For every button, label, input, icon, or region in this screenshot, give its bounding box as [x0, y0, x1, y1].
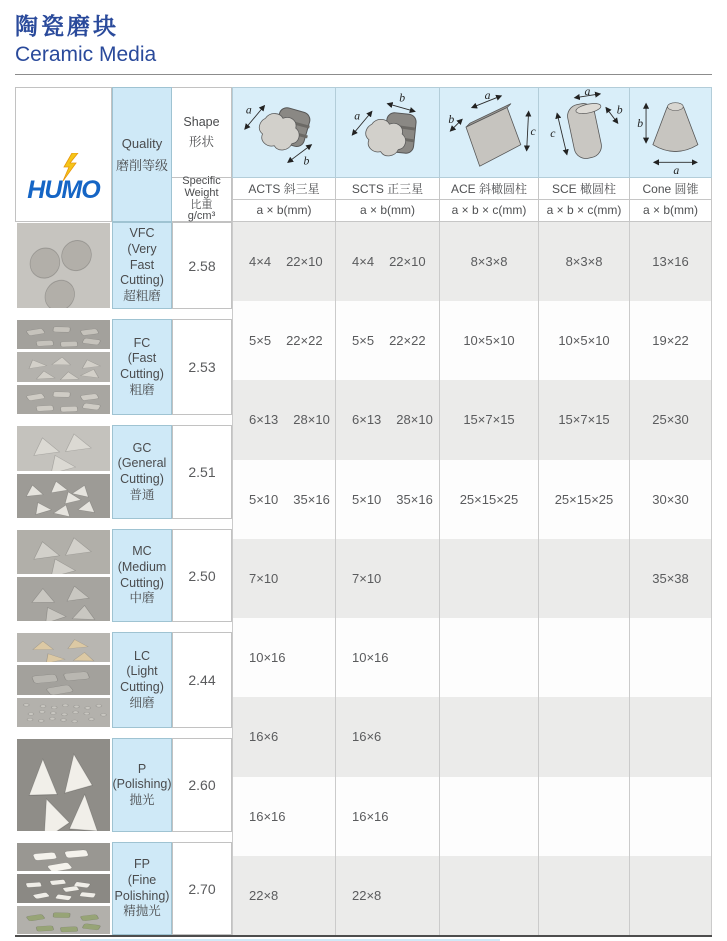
quality-row-gc [15, 425, 232, 519]
size-cell-acts: 5×10 35×16 [232, 460, 336, 539]
column-header-ace: ACE 斜橄圆柱 [440, 178, 539, 200]
shape-weight-header [172, 87, 232, 222]
specific-weight-value: 2.70 [172, 842, 232, 935]
dims-header-ace: a × b × c(mm) [440, 200, 539, 222]
weight-unit: g/cm³ [187, 210, 216, 223]
product-table [15, 87, 712, 937]
size-cell-ace [440, 618, 539, 697]
svg-text:a: a [245, 103, 252, 117]
specific-weight-value: 2.53 [172, 319, 232, 415]
quality-desc: (Medium Cutting) [117, 559, 167, 590]
product-photo-cones [17, 426, 110, 471]
size-cell-acts: 16×16 [232, 777, 336, 856]
size-cell-ace: 15×7×15 [440, 380, 539, 459]
svg-text:b: b [303, 154, 310, 168]
specific-weight-value: 2.51 [172, 425, 232, 519]
size-cell-cone: 35×38 [630, 539, 712, 618]
quality-column-header [112, 87, 172, 222]
column-header-cone: Cone 圆锥 [630, 178, 712, 200]
svg-text:b: b [399, 91, 406, 105]
quality-row-vfc [15, 222, 232, 309]
column-header-scts: SCTS 正三星 [336, 178, 440, 200]
size-cell-ace: 25×15×25 [440, 460, 539, 539]
quality-cell [112, 529, 172, 622]
quality-zh: 中磨 [129, 591, 155, 606]
size-cell-scts: 16×6 [336, 697, 440, 776]
size-cell-ace [440, 856, 539, 935]
size-cell-sce: 10×5×10 [539, 301, 630, 380]
logo-lightning-icon [60, 153, 80, 183]
size-data-grid [232, 222, 712, 935]
svg-text:a: a [584, 88, 591, 98]
quality-cell [112, 842, 172, 935]
quality-zh: 精抛光 [123, 904, 161, 919]
size-cell-ace: 10×5×10 [440, 301, 539, 380]
quality-code: VFC [129, 226, 155, 241]
svg-text:b: b [616, 103, 623, 117]
ace-shape-diagram [440, 87, 539, 178]
size-cell-scts: 5×10 35×16 [336, 460, 440, 539]
size-cell-sce [539, 777, 630, 856]
shape-label-zh: 形状 [188, 135, 214, 149]
shape-diagram-row [232, 87, 712, 178]
size-cell-cone: 19×22 [630, 301, 712, 380]
size-cell-acts: 7×10 [232, 539, 336, 618]
photo-cell [15, 529, 112, 622]
page-title-en: Ceramic Media [15, 43, 157, 66]
quality-zh: 超粗磨 [123, 288, 161, 303]
svg-text:b: b [448, 113, 455, 127]
weight-label-zh: 比重 [190, 198, 213, 211]
photo-cell [15, 632, 112, 728]
sce-shape-diagram [539, 87, 630, 178]
size-cell-acts: 10×16 [232, 618, 336, 697]
size-cell-cone [630, 856, 712, 935]
quality-desc: (Fine Polishing) [114, 872, 170, 903]
product-photo-small-cylinders [17, 320, 110, 349]
product-photo-white-wedges [17, 739, 110, 831]
svg-text:c: c [530, 124, 536, 138]
quality-zh: 普通 [129, 487, 155, 502]
column-header-sce: SCE 橄圆柱 [539, 178, 630, 200]
quality-code: MC [132, 544, 152, 559]
photo-cell [15, 842, 112, 935]
photo-cell [15, 319, 112, 415]
size-cell-acts: 5×5 22×22 [232, 301, 336, 380]
page-title-zh: 陶瓷磨块 [15, 13, 119, 39]
quality-cell [112, 632, 172, 728]
column-header-acts: ACTS 斜三星 [232, 178, 336, 200]
size-cell-scts: 6×13 28×10 [336, 380, 440, 459]
quality-row-lc [15, 632, 232, 728]
product-photo-granules [17, 698, 110, 727]
page-header [15, 8, 712, 75]
product-photo-tristar-blocks [17, 352, 110, 381]
table-left-section [15, 87, 232, 935]
specific-weight-value: 2.60 [172, 738, 232, 832]
quality-desc: (Very Fast Cutting) [120, 242, 164, 288]
size-cell-ace [440, 539, 539, 618]
weight-label-en: Specific Weight [182, 175, 221, 199]
size-cell-sce: 25×15×25 [539, 460, 630, 539]
size-cell-cone: 30×30 [630, 460, 712, 539]
shape-label-en: Shape [183, 115, 220, 129]
size-cell-cone: 13×16 [630, 222, 712, 301]
dims-header-sce: a × b × c(mm) [539, 200, 630, 222]
quality-zh: 抛光 [129, 792, 155, 807]
quality-row-p [15, 738, 232, 832]
size-cell-acts: 6×13 28×10 [232, 380, 336, 459]
product-photo-pyramids [17, 577, 110, 621]
product-photo-white-cubes [17, 874, 110, 902]
column-dims-row [232, 200, 712, 222]
quality-desc: (Fast Cutting) [120, 351, 164, 382]
size-cell-scts: 22×8 [336, 856, 440, 935]
logo-text: HUMO [27, 176, 100, 204]
quality-desc: (General Cutting) [117, 456, 167, 487]
quality-row-mc [15, 529, 232, 622]
svg-text:a: a [484, 88, 491, 102]
quality-code: FP [134, 857, 150, 872]
svg-text:b: b [637, 117, 644, 131]
dims-header-cone: a × b(mm) [630, 200, 712, 222]
size-cell-cone [630, 618, 712, 697]
size-cell-cone [630, 777, 712, 856]
size-cell-ace [440, 777, 539, 856]
product-photo-tan-wedges [17, 633, 110, 662]
size-cell-acts: 4×4 22×10 [232, 222, 336, 301]
product-photo-cones [17, 530, 110, 574]
table-right-section [232, 87, 712, 935]
quality-zh: 细磨 [129, 695, 155, 710]
size-cell-acts: 22×8 [232, 856, 336, 935]
brand-logo [15, 87, 112, 222]
quality-row-fp [15, 842, 232, 935]
quality-zh: 粗磨 [129, 382, 155, 397]
table-left-header [15, 87, 232, 222]
svg-text:c: c [550, 126, 556, 140]
size-cell-ace [440, 697, 539, 776]
quality-cell [112, 319, 172, 415]
size-cell-sce [539, 539, 630, 618]
product-photo-cube-blocks [17, 385, 110, 414]
quality-code: GC [132, 440, 152, 455]
svg-text:a: a [673, 164, 680, 177]
quality-desc: (Polishing) [112, 777, 172, 792]
specific-weight-header [172, 175, 232, 223]
photo-cell [15, 425, 112, 519]
title-divider [15, 74, 712, 75]
product-photo-large-cylinders [17, 665, 110, 694]
size-cell-sce: 15×7×15 [539, 380, 630, 459]
product-photo-green-pieces [17, 906, 110, 934]
size-cell-scts: 5×5 22×22 [336, 301, 440, 380]
quality-row-fc [15, 319, 232, 415]
quality-desc: (Light Cutting) [120, 664, 164, 695]
quality-cell [112, 738, 172, 832]
svg-text:a: a [354, 109, 361, 123]
quality-label-zh: 磨削等级 [115, 157, 168, 173]
size-cell-scts: 10×16 [336, 618, 440, 697]
size-cell-acts: 16×6 [232, 697, 336, 776]
dims-header-acts: a × b(mm) [232, 200, 336, 222]
product-photo-white-cylinders [17, 843, 110, 871]
specific-weight-value: 2.58 [172, 222, 232, 309]
dims-header-scts: a × b(mm) [336, 200, 440, 222]
size-cell-cone: 25×30 [630, 380, 712, 459]
cone-shape-diagram [630, 87, 712, 178]
size-cell-scts: 7×10 [336, 539, 440, 618]
specific-weight-value: 2.50 [172, 529, 232, 622]
size-cell-sce: 8×3×8 [539, 222, 630, 301]
column-name-row [232, 178, 712, 200]
quality-code: P [137, 761, 147, 776]
scts-shape-diagram [336, 87, 440, 178]
size-cell-cone [630, 697, 712, 776]
quality-label-en: Quality [121, 135, 163, 151]
quality-code: FC [133, 335, 151, 350]
photo-cell [15, 738, 112, 832]
size-cell-sce [539, 618, 630, 697]
size-cell-scts: 16×16 [336, 777, 440, 856]
size-cell-sce [539, 697, 630, 776]
size-cell-ace: 8×3×8 [440, 222, 539, 301]
quality-code: LC [134, 648, 150, 663]
acts-shape-diagram [232, 87, 336, 178]
shape-column-header [172, 87, 232, 178]
quality-cell [112, 222, 172, 309]
photo-cell [15, 222, 112, 309]
specific-weight-value: 2.44 [172, 632, 232, 728]
quality-cell [112, 425, 172, 519]
size-cell-sce [539, 856, 630, 935]
product-photo-round-discs [17, 223, 110, 308]
size-cell-scts: 4×4 22×10 [336, 222, 440, 301]
product-photo-wedge-blocks [17, 474, 110, 519]
